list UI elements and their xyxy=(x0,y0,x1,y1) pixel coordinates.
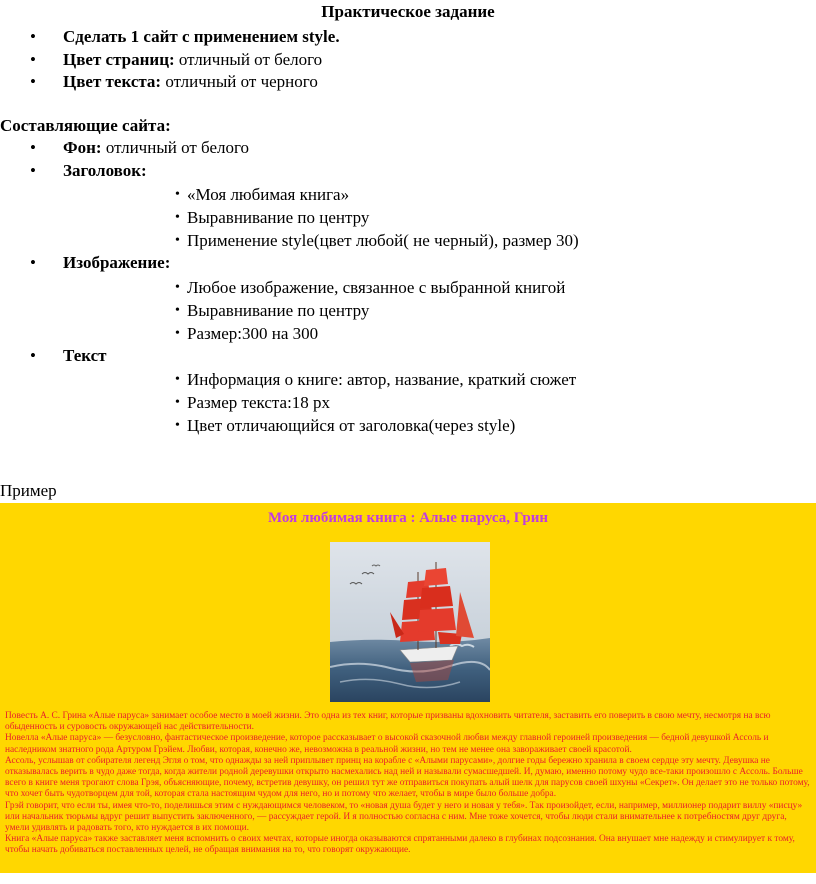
sub-item: • Цвет отличающийся от заголовка(через style) xyxy=(63,414,816,437)
component-label: Заголовок: xyxy=(63,160,147,180)
page-title: Практическое задание xyxy=(321,2,495,21)
example-paragraph: Ассоль, услышав от собирателя легенд Эгля о том, что однажды за ней приплывет принц на корабле с «Алыми парусами», долгие годы бережно хранила в своем сердце эту мечту. Девушка не отказывалась верить в чудо даже тогда, когда жители родной деревушки открыто насмехались над ней и называли сумасшедшей. И, думаю, именно потому чудо все-таки произошло с Ассоль. Больше всего в книге меня трогают слова Грэя, объясняющие, почему, встретив девушку, он решил тут же отправиться покупать алый шелк для парусов своей шхуны «Секрет». Он делает это не только потому, что хочет быть чудотворцем для той, которая стала настоящим чудом для него, но и потому что желает, чтобы в мире было больше добра. xyxy=(5,755,810,800)
example-paragraph: Повесть А. С. Грина «Алые паруса» занимает особое место в моей жизни. Это одна из тех книг, которые призваны вдохновить читателя, заставить его поверить в свою мечту, несмотря на всю обыденность и суровость окружающей нас действительности. xyxy=(5,711,771,733)
scarlet-sails-painting xyxy=(330,542,490,702)
component-label: Текст xyxy=(63,345,107,365)
component-text xyxy=(0,345,816,438)
task-item-label: Цвет страниц: xyxy=(63,49,175,69)
example-paragraph: Новелла «Алые паруса» — безусловно, фантастическое произведение, которое рассказывает о высокой сказочной любви между главной героиней произведения — бедной девушкой Ассоль и наследником знатного рода Артуром Грэйем. Любви, которая, конечно же, невозможна в реальной жизни, но тем не менее она завораживает своей красотой. xyxy=(5,733,769,755)
task-item-label: Цвет текста: xyxy=(63,72,162,91)
example-paragraph: Грэй говорит, что если ты, имея что-то, поделишься этим с нуждающимся человеком, то «новая душа будет у него и новая у тебя». Так произойдет, если, например, миллионер подарит виллу «писцу» или начальник тюрьмы вдруг решит выпустить заключенного, — рассуждает герой. И я полностью согласна с ним. Мне тоже хочется, чтобы люди стали внимательнее к потребностям друг друга, умели удивлять и радовать того, кто нуждается в их помощи. xyxy=(5,800,803,834)
task-item-value: отличный от черного xyxy=(161,72,318,91)
sub-list xyxy=(63,183,816,252)
sub-item: • Информация о книге: автор, название, краткий сюжет xyxy=(63,368,816,391)
component-heading xyxy=(0,160,816,253)
task-item-value: отличный от белого xyxy=(174,49,323,69)
sub-item: • Применение style(цвет любой( не черный), размер 30) xyxy=(63,229,816,252)
task-item xyxy=(0,26,340,49)
sub-item: • «Моя любимая книга» xyxy=(63,183,816,206)
sub-item: • Размер текста:18 px xyxy=(63,391,816,414)
example-paragraph: Книга «Алые паруса» также заставляет меня вспомнить о своих мечтах, которые иногда оказываются спрятанными далеко в глубинах подсознания. Она внушает мне надежду и стимулирует к тому, чтобы начать добиваться поставленных целей, не обращая внимания на то, что говорят окружающие. xyxy=(5,834,795,856)
task-list xyxy=(0,26,340,94)
components-list xyxy=(0,137,816,437)
component-label: Фон: xyxy=(63,138,102,157)
component-background xyxy=(0,137,816,160)
sub-list xyxy=(63,276,816,345)
sub-item: • Выравнивание по центру xyxy=(63,299,816,322)
sub-item: • Размер:300 на 300 xyxy=(63,322,816,345)
component-label: Изображение: xyxy=(63,253,171,272)
component-image xyxy=(0,252,816,345)
components-heading: Составляющие сайта: xyxy=(0,116,171,135)
task-item-label: Сделать 1 сайт с применением style. xyxy=(63,27,340,46)
example-site xyxy=(0,503,816,873)
sub-list xyxy=(63,368,816,437)
example-label: Пример xyxy=(0,481,57,500)
task-item xyxy=(0,49,340,72)
example-title: Моя любимая книга : Алые паруса, Грин xyxy=(267,510,549,526)
example-text xyxy=(5,711,813,857)
sub-item: • Любое изображение, связанное с выбранной книгой xyxy=(63,276,816,299)
component-value: отличный от белого xyxy=(101,138,250,157)
sub-item: • Выравнивание по центру xyxy=(63,206,816,229)
task-item xyxy=(0,71,340,94)
